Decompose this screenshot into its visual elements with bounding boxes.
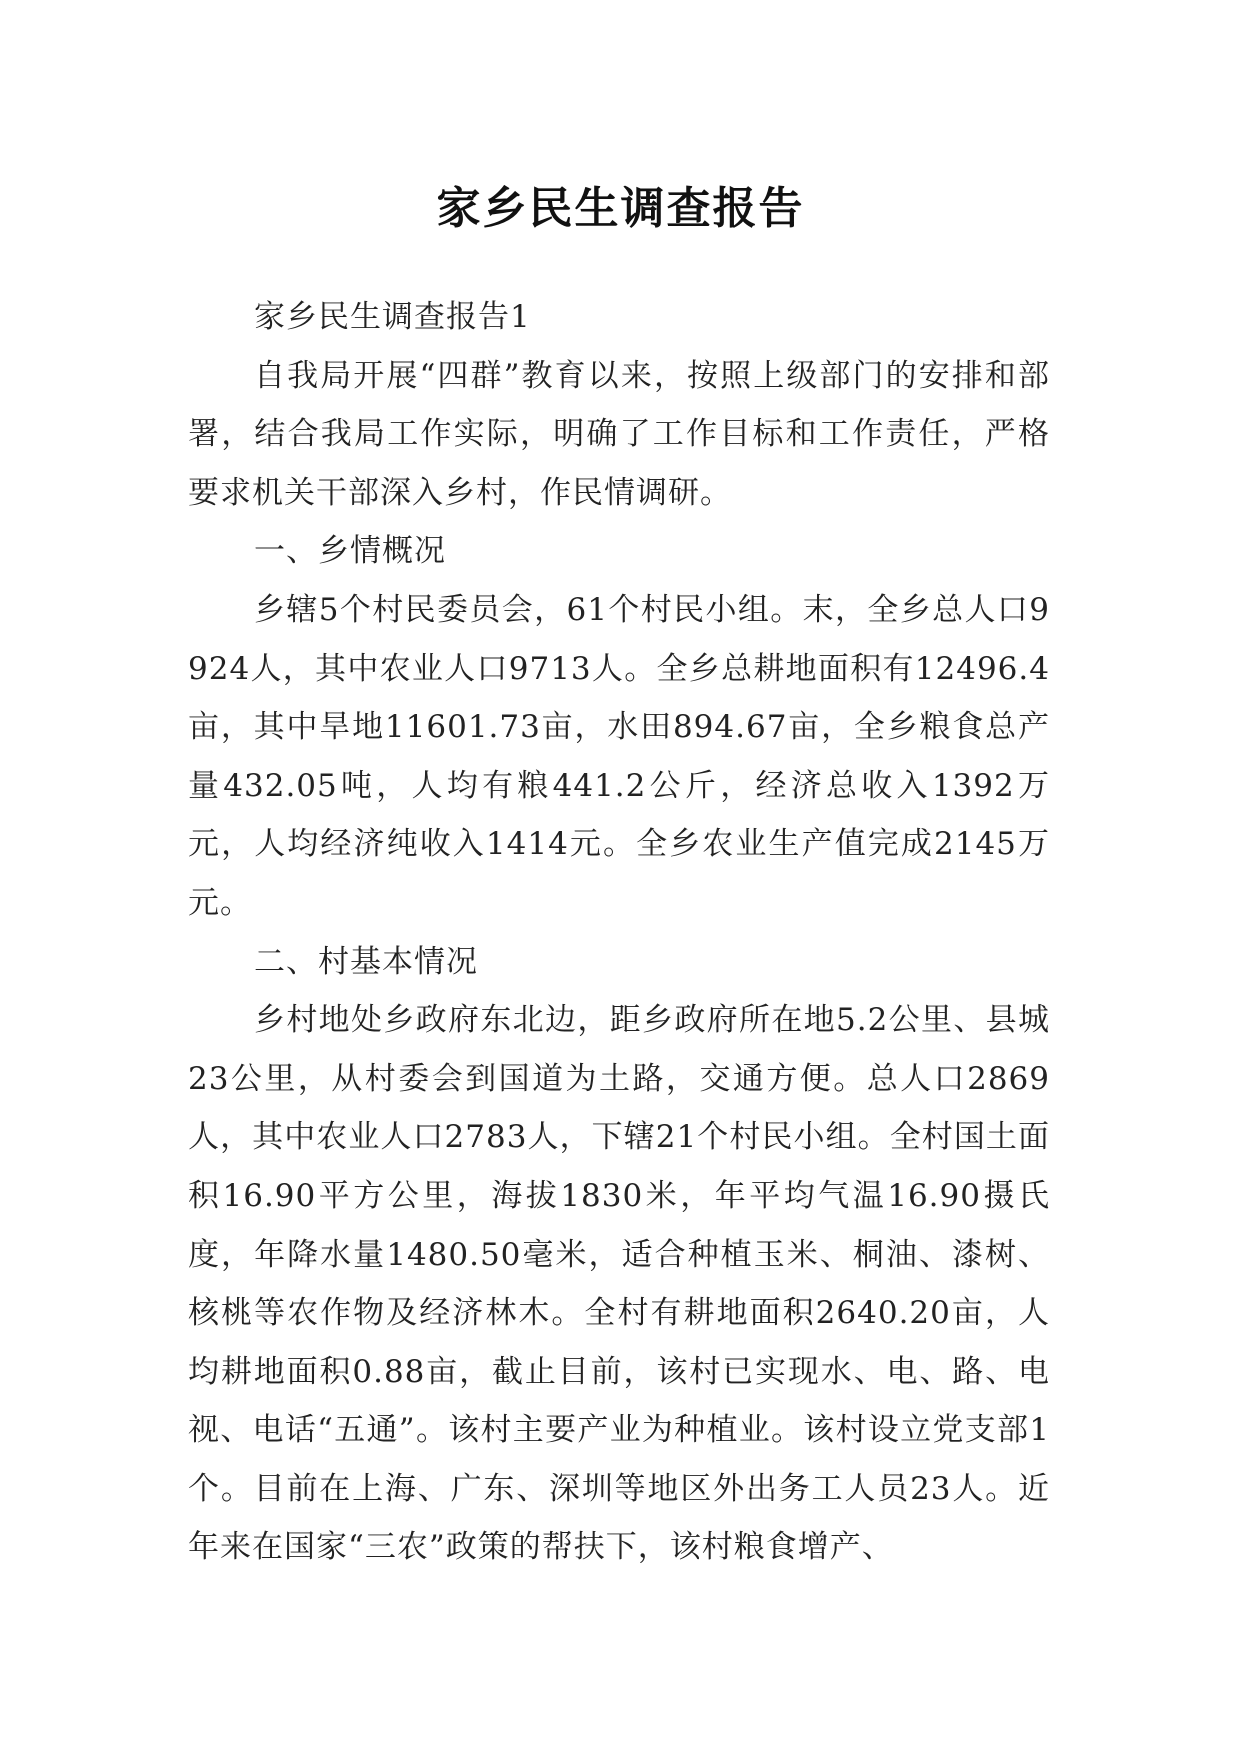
section-heading-2: 二、村基本情况 bbox=[254, 943, 478, 980]
document-body bbox=[188, 288, 1050, 1577]
village-overview-paragraph: 乡村地处乡政府东北边，距乡政府所在地5.2公里、县城23公里，从村委会到国道为土路，交通方便。总人口2869人，其中农业人口2783人，下辖21个村民小组。全村国土面积16.90平方公里，海拔1830米，年平均气温16.90摄氏度，年降水量1480.50毫米，适合种植玉米、桐油、漆树、核桃等农作物及经济林木。全村有耕地面积2640.20亩，人均耕地面积0.88亩，截止目前，该村已实现水、电、路、电视、电话“五通”。该村主要产业为种植业。该村设立党支部1个。目前在上海、广东、深圳等地区外出务工人员23人。近年来在国家“三农”政策的帮扶下，该村粮食增产、 bbox=[188, 1002, 1050, 1566]
section-heading-1: 一、乡情概况 bbox=[254, 533, 446, 570]
subtitle-paragraph: 家乡民生调查报告1 bbox=[254, 299, 531, 335]
township-overview-paragraph: 乡辖5个村民委员会，61个村民小组。末，全乡总人口9924人，其中农业人口9713人。全乡总耕地面积有12496.4亩，其中旱地11601.73亩，水田894.67亩，全乡粮食总产量432.05吨，人均有粮441.2公斤，经济总收入1392万元，人均经济纯收入1414元。全乡农业生产值完成2145万元。 bbox=[188, 591, 1050, 921]
intro-paragraph: 自我局开展“四群”教育以来，按照上级部门的安排和部署，结合我局工作实际，明确了工作目标和工作责任，严格要求机关干部深入乡村，作民情调研。 bbox=[188, 357, 1050, 511]
document-title: 家乡民生调查报告 bbox=[436, 183, 805, 235]
